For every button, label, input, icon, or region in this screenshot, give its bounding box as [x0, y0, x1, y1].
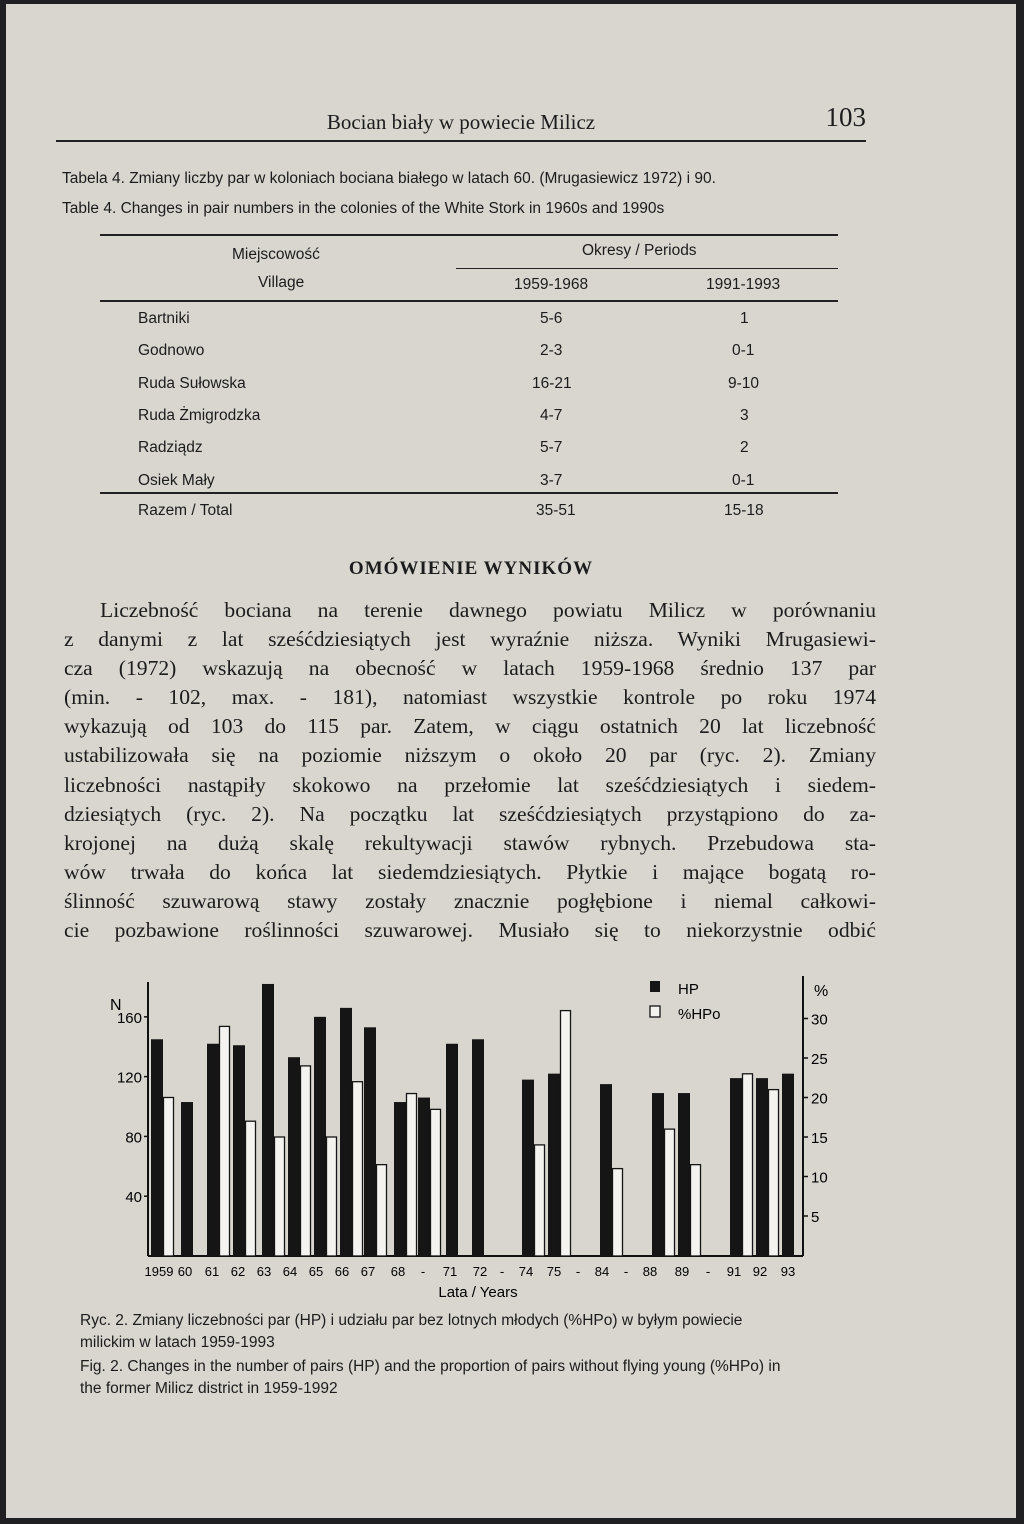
col-header-period-1: 1959-1968	[514, 276, 589, 293]
left-tick-label: 80	[125, 1129, 142, 1147]
x-tick-label: -	[575, 1264, 581, 1279]
total-label: Razem / Total	[138, 502, 233, 519]
col-header-periods: Okresy / Periods	[582, 242, 697, 259]
left-tick-label: 120	[116, 1069, 142, 1087]
bar-hp	[181, 1102, 193, 1256]
x-tick-label: 91	[726, 1264, 742, 1279]
bar-hp	[548, 1074, 560, 1256]
bar-hp	[364, 1027, 376, 1256]
bar-hpo	[220, 1026, 230, 1256]
right-tick-label: 10	[811, 1169, 828, 1187]
bar-hpo	[743, 1074, 753, 1256]
figure-caption-pl-1: Ryc. 2. Zmiany liczebności par (HP) i udziału par bez lotnych młodych (%HPo) w byłym powiecie	[80, 1312, 743, 1329]
body-line: liczebności nastąpiły skokowo na przełomie lat sześćdziesiątych i siedem-	[64, 772, 876, 797]
bar-hpo	[561, 1011, 571, 1256]
bar-hp	[207, 1044, 219, 1256]
figure-caption-en-1: Fig. 2. Changes in the number of pairs (HP) and the proportion of pairs without flying young (%HPo) in	[80, 1358, 781, 1375]
x-tick-label: 62	[230, 1264, 246, 1279]
legend-hpo-swatch	[650, 1006, 660, 1017]
x-tick-label: 72	[472, 1264, 488, 1279]
bar-hp	[151, 1039, 163, 1256]
col-header-period-2: 1991-1993	[706, 276, 781, 293]
x-tick-label: 63	[256, 1264, 272, 1279]
row-period-2: 3	[740, 406, 749, 424]
chart	[6, 4, 1016, 1518]
bar-hpo	[769, 1090, 779, 1256]
body-line: z danymi z lat sześćdziesiątych jest wyraźnie niższa. Wyniki Mrugasiewi-	[64, 627, 876, 652]
body-line: cza (1972) wskazują na obecność w latach 1959-1968 średnio 137 par	[64, 656, 876, 681]
body-line: wykazują od 103 do 115 par. Zatem, w ciągu ostatnich 20 lat liczebność	[64, 714, 876, 739]
row-village: Bartniki	[138, 310, 190, 327]
bar-hp	[756, 1078, 768, 1256]
x-tick-label: 84	[594, 1264, 610, 1279]
row-period-1: 3-7	[540, 471, 563, 489]
legend-hp-label: HP	[678, 981, 699, 998]
total-period-1: 35-51	[536, 502, 576, 519]
total-period-2: 15-18	[724, 502, 764, 519]
legend-hp-swatch	[650, 981, 660, 992]
x-tick-label: 65	[308, 1264, 324, 1279]
x-tick-label: 66	[334, 1264, 350, 1279]
bar-hpo	[613, 1169, 623, 1256]
body-line: cie pozbawione roślinności szuwarowej. Musiało się to niekorzystnie odbić	[64, 918, 876, 943]
bar-hpo	[691, 1165, 701, 1256]
bar-hp	[394, 1102, 406, 1256]
body-line: ślinność szuwarową stawy zostały znacznie pogłębione i niemal całkowi-	[64, 888, 876, 913]
row-village: Godnowo	[138, 342, 205, 360]
x-tick-label: 64	[282, 1264, 298, 1279]
row-period-1: 5-7	[540, 439, 563, 457]
bar-hpo	[665, 1129, 675, 1256]
left-axis-label: N	[110, 997, 122, 1014]
right-axis-label: %	[814, 983, 829, 1000]
x-axis-label: Lata / Years	[438, 1284, 518, 1301]
row-period-2: 2	[740, 439, 749, 457]
bar-hpo	[377, 1165, 387, 1256]
row-period-2: 9-10	[728, 374, 760, 392]
right-tick-label: 5	[811, 1209, 820, 1226]
bar-hp	[418, 1098, 430, 1256]
x-tick-label: 74	[518, 1264, 534, 1279]
row-village: Ruda Żmigrodzka	[138, 406, 261, 424]
bar-hp	[314, 1017, 326, 1256]
right-tick-label: 25	[811, 1051, 828, 1068]
table-caption-en: Table 4. Changes in pair numbers in the colonies of the White Stork in 1960s and 1990s	[62, 200, 665, 217]
row-village: Radziądz	[138, 439, 203, 457]
x-tick-label: -	[499, 1264, 505, 1279]
x-tick-label: 68	[390, 1264, 406, 1279]
row-village: Osiek Mały	[138, 471, 215, 489]
right-tick-label: 20	[811, 1090, 828, 1108]
row-period-1: 16-21	[532, 374, 572, 392]
x-tick-label: 89	[674, 1264, 690, 1279]
x-tick-label: -	[623, 1264, 629, 1279]
left-tick-label: 160	[116, 1009, 142, 1027]
bar-hp	[652, 1093, 664, 1256]
bar-hpo	[431, 1109, 441, 1256]
x-tick-label: 1959	[144, 1264, 174, 1279]
bar-hp	[262, 984, 274, 1256]
body-line: krojonej na dużą skalę rekultywacji stawów rybnych. Przebudowa sta-	[64, 830, 876, 855]
legend-hpo-label: %HPo	[678, 1006, 721, 1023]
body-line: wów trwała do końca lat siedemdziesiątych. Płytkie i mające bogatą ro-	[64, 859, 876, 884]
bar-hp	[678, 1093, 690, 1256]
bar-hp	[233, 1045, 245, 1256]
bar-hpo	[407, 1094, 417, 1256]
x-tick-label: -	[705, 1264, 711, 1279]
bar-hpo	[327, 1137, 337, 1256]
bar-hpo	[164, 1098, 174, 1257]
row-period-1: 4-7	[540, 406, 563, 424]
page	[6, 4, 1016, 1518]
row-village: Ruda Sułowska	[138, 374, 246, 392]
bar-hp	[600, 1084, 612, 1256]
x-tick-label: 71	[442, 1264, 458, 1279]
section-heading: OMÓWIENIE WYNIKÓW	[348, 558, 594, 579]
body-line: ustabilizowała się na poziomie niższym o około 20 par (ryc. 2). Zmiany	[64, 743, 876, 768]
bar-hp	[782, 1074, 794, 1256]
body-line: dziesiątych (ryc. 2). Na początku lat sześćdziesiątych przystąpiono do za-	[64, 801, 876, 826]
bar-hpo	[535, 1145, 545, 1256]
col-header-village-en: Village	[258, 274, 305, 291]
x-tick-label: 61	[204, 1264, 220, 1279]
page-number: 103	[825, 102, 866, 132]
bar-hp	[340, 1008, 352, 1256]
bar-hp	[472, 1039, 484, 1256]
body-line: Liczebność bociana na terenie dawnego powiatu Milicz w porównaniu	[100, 598, 876, 622]
left-tick-label: 40	[125, 1189, 142, 1207]
right-tick-label: 15	[811, 1130, 828, 1147]
x-tick-label: 88	[642, 1264, 658, 1279]
x-tick-label: 93	[780, 1264, 796, 1279]
row-period-1: 5-6	[540, 310, 563, 327]
x-tick-label: 67	[360, 1264, 376, 1279]
x-tick-label: 92	[752, 1264, 768, 1279]
row-period-2: 1	[740, 310, 749, 327]
x-tick-label: 75	[546, 1264, 562, 1279]
x-tick-label: 60	[177, 1264, 193, 1279]
bar-hpo	[246, 1121, 256, 1256]
bar-hpo	[301, 1066, 311, 1256]
figure-caption-en-2: the former Milicz district in 1959-1992	[80, 1380, 338, 1397]
table-caption-pl: Tabela 4. Zmiany liczby par w koloniach bociana białego w latach 60. (Mrugasiewicz 1972) i 90.	[62, 170, 716, 187]
row-period-2: 0-1	[732, 342, 755, 360]
row-period-1: 2-3	[540, 342, 563, 360]
bar-hp	[446, 1044, 458, 1256]
bar-hp	[730, 1078, 742, 1256]
bar-hp	[288, 1057, 300, 1256]
bar-hpo	[353, 1082, 363, 1256]
row-period-2: 0-1	[732, 471, 755, 489]
x-tick-label: -	[420, 1264, 426, 1279]
col-header-village-pl: Miejscowość	[232, 246, 320, 263]
bar-hpo	[275, 1137, 285, 1256]
running-title: Bocian biały w powiecie Milicz	[326, 110, 596, 134]
body-line: (min. - 102, max. - 181), natomiast wszystkie kontrole po roku 1974	[64, 685, 876, 710]
right-tick-label: 30	[811, 1011, 828, 1029]
figure-caption-pl-2: milickim w latach 1959-1993	[80, 1334, 275, 1351]
bar-hp	[522, 1080, 534, 1256]
